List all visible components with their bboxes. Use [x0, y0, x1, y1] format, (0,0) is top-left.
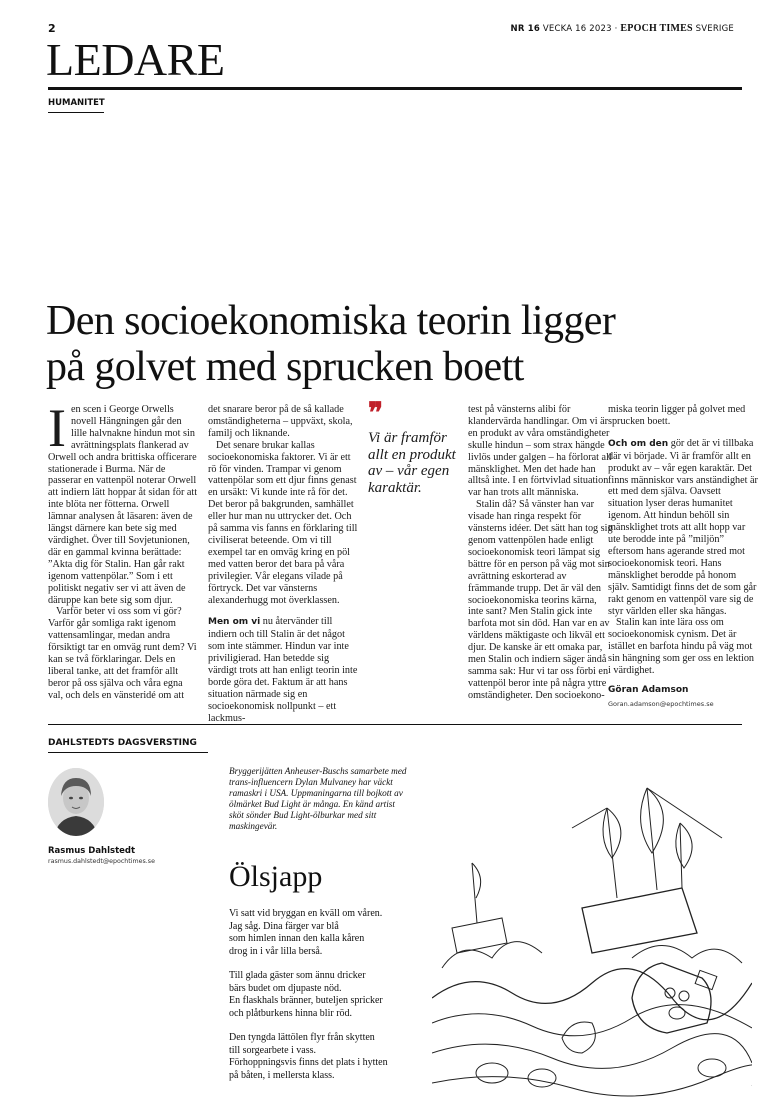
article-paragraph: en scen i George Orwells novell Hängningen går den lille halvnakne hindun mot sin avrättningsplats flankerad av Orwell och andra brittiska officerare stationerade i Burma. När de passerar en vattenpöl noterar Orwell att indiern lätt hoppar åt sidan för att inte blöta ner fötterna. Orwell lämnar analysen åt läsaren: även de längst därnere kan bete sig med värdighet. Över till Sovjetunionen, där en gammal kvinna berättade: ”Akta dig för Stalin. Han går rakt igenom vattenpölar.” Som i ett politiskt negativ ser vi att även de däruppe kan bete sig som djur. [48, 404, 198, 606]
poem-stanza [229, 1032, 429, 1082]
poem-intro: Bryggerijätten Anheuser-Buschs samarbete med trans-influencern Dylan Mulvaney har väckt ramaskri i USA. Uppmaningarna till bojkott av ölmärket Bud Light är många. En känd artist sköt sönder Bud Light-ölburkar med sitt maskingevär. [229, 766, 407, 831]
subsection-rule [48, 112, 104, 113]
poem-line: Jag såg. Dina färger var blå [229, 920, 339, 932]
article-paragraph: miska teorin ligger på golvet med sprucken boett. [608, 404, 746, 427]
subsection-label: HUMANITET [48, 98, 105, 108]
quote-icon: ❞ [368, 398, 384, 429]
headline-line-1: Den socioekonomiska teorin ligger [46, 298, 616, 344]
poem-line: och plåtburkens hinna blir röd. [229, 1007, 353, 1019]
poem-line: som himlen innan den kalla kåren [229, 933, 365, 944]
article-column-1 [48, 398, 198, 702]
article-column-2 [208, 404, 358, 725]
article-paragraph: Det senare brukar kallas socioekonomiska faktorer. Vi är ett rö för vinden. Trampar vi genom vattenpölar som ett djur finns genast en ursäkt: Vi kunde inte rå för det. Det beror på bakgrunden, samhället eller hur man nu uttrycker det. Och på samma vis fanns en förklaring till civiliserat beteende. Om vi till exempel tar en omväg kring en pöl med vatten beror det bara på våra privilegier. Vår elegans vilade på förtryck. Det var vänsterns alexanderhugg mot överklassen. [208, 439, 358, 606]
article-paragraph: test på vänsterns alibi för klandervärda handlingar. Om vi är en produkt av våra omständigheter skulle hindun – som strax hängde livlös under galgen – ha förlorat all mänsklighet. Men det hade han alltså inte. I en förtvivlad situation var han trots allt människa. [468, 404, 612, 499]
article-paragraph: det snarare beror på de så kallade omständigheterna – uppväxt, skola, familj och liknande. [208, 404, 353, 439]
section-divider [48, 724, 742, 725]
poet-name: Rasmus Dahlstedt [48, 846, 136, 856]
run-in-heading: Och om den [608, 438, 669, 449]
issue-number: NR 16 [510, 24, 540, 34]
paragraph-text: gör det är vi tillbaka där vi började. Vi är framför allt en produkt av – vår egen karaktär. Det finns människor vars anständighet är ett med dem själva. Oavsett situation lyser deras humanitet igenom. Att hindun behöll sin mänsklighet trots att allt hopp var ute berodde inte på ”miljön” eftersom hans agerande stred mot socioekonomisk teori. Hans mänsklighet berodde på honom själv. Samtidigt finns det de som går rakt genom en vattenpöl vare sig de styr världen eller ska hängas. [608, 437, 758, 617]
section-rule [48, 87, 742, 90]
article-paragraph [608, 438, 758, 618]
poem-line: bärs budet om djupaste nöd. [229, 982, 342, 994]
author-name: Göran Adamson [608, 684, 689, 695]
paper-name: EPOCH TIMES [620, 23, 693, 34]
paper-country: SVERIGE [695, 24, 734, 34]
poem-stanza [229, 908, 429, 958]
poem-stanza [229, 970, 429, 1020]
issue-week: VECKA 16 2023 · [542, 24, 618, 34]
masthead [511, 23, 734, 34]
daily-verse-rule [48, 752, 208, 753]
article-headline [46, 298, 746, 390]
paragraph-text: nu återvänder till indiern och till Stalin är det något som inte stämmer. Hindun var inte priviligierad. Han betedde sig värdigt trots att han enligt teorin inte borde göra det. Faktum är att hans situation närmade sig en socioekonomisk nollpunkt – ett lackmus- [208, 616, 358, 724]
poem-line: Den tyngda lättölen flyr från skytten [229, 1032, 375, 1043]
headline-line-2: på golvet med sprucken boett [46, 344, 524, 390]
article-paragraph: Varför beter vi oss som vi gör? Varför går somliga rakt igenom vattensamlingar, medan andra försiktigt tar en omväg runt dem? Vi kan se två förklaringar. Dels en liberal tanke, att det framför allt beror på oss själva och våra egna val, och dels en vänsteridé om att [48, 606, 197, 701]
article-column-5 [608, 404, 758, 711]
poem-line: på båten, i mellersta klass. [229, 1069, 335, 1081]
page-number: 2 [48, 22, 56, 35]
section-title: LEDARE [46, 34, 225, 85]
article-paragraph: Stalin kan inte lära oss om socioekonomisk cynism. Det är istället en barfota hindu på väg mot sin hängning som ger oss en lektion i värdighet. [608, 617, 755, 677]
article-column-4 [468, 404, 614, 702]
pull-quote-text: Vi är framför allt en produkt av – vår egen karaktär. [368, 430, 456, 496]
poem-line: Vi satt vid bryggan en kväll om våren. [229, 908, 383, 919]
poem-body [229, 908, 429, 1094]
article-paragraph [208, 616, 358, 724]
shipwreck-illustration [432, 768, 752, 1106]
poem-line: Förhoppningsvis finns det plats i hytten [229, 1057, 388, 1068]
poet-email[interactable]: rasmus.dahlstedt@epochtimes.se [48, 858, 155, 865]
poem-line: En flaskhals bränner, buteljen spricker [229, 995, 383, 1006]
run-in-heading: Men om vi [208, 617, 261, 628]
poem-line: till sorgearbete i vass. [229, 1044, 317, 1056]
avatar [48, 768, 104, 836]
author-email[interactable]: Goran.adamson@epochtimes.se [608, 699, 714, 708]
poem-line: drog in i vår lilla berså. [229, 945, 323, 957]
drop-cap: I [48, 398, 66, 458]
article-paragraph: Stalin då? Så vänster han var visade han ringa respekt för vänsterns idéer. Det sätt han tog sig genom vattenpölen hade enligt socioekonomisk teori lämpat sig bättre för en person på väg mot sin avrättning eskorterad av främmande trupp. Det är väl den socioekonomiska teorins kärna, inte sant? Men Stalin gick inte barfota mot sin död. Han var en av världens mäktigaste och likväl ett djur. De kanske är ett omaka par, men Stalin och indiern säger ändå samma sak: Hur vi tar oss förbi en vattenpöl beror inte på några yttre omständigheter. Den socioekono- [468, 499, 613, 701]
poem-line: Till glada gäster som ännu dricker [229, 970, 366, 981]
poem-title: Ölsjapp [229, 860, 323, 893]
pull-quote [368, 398, 456, 496]
daily-verse-title: DAHLSTEDTS DAGSVERSTING [48, 738, 197, 748]
